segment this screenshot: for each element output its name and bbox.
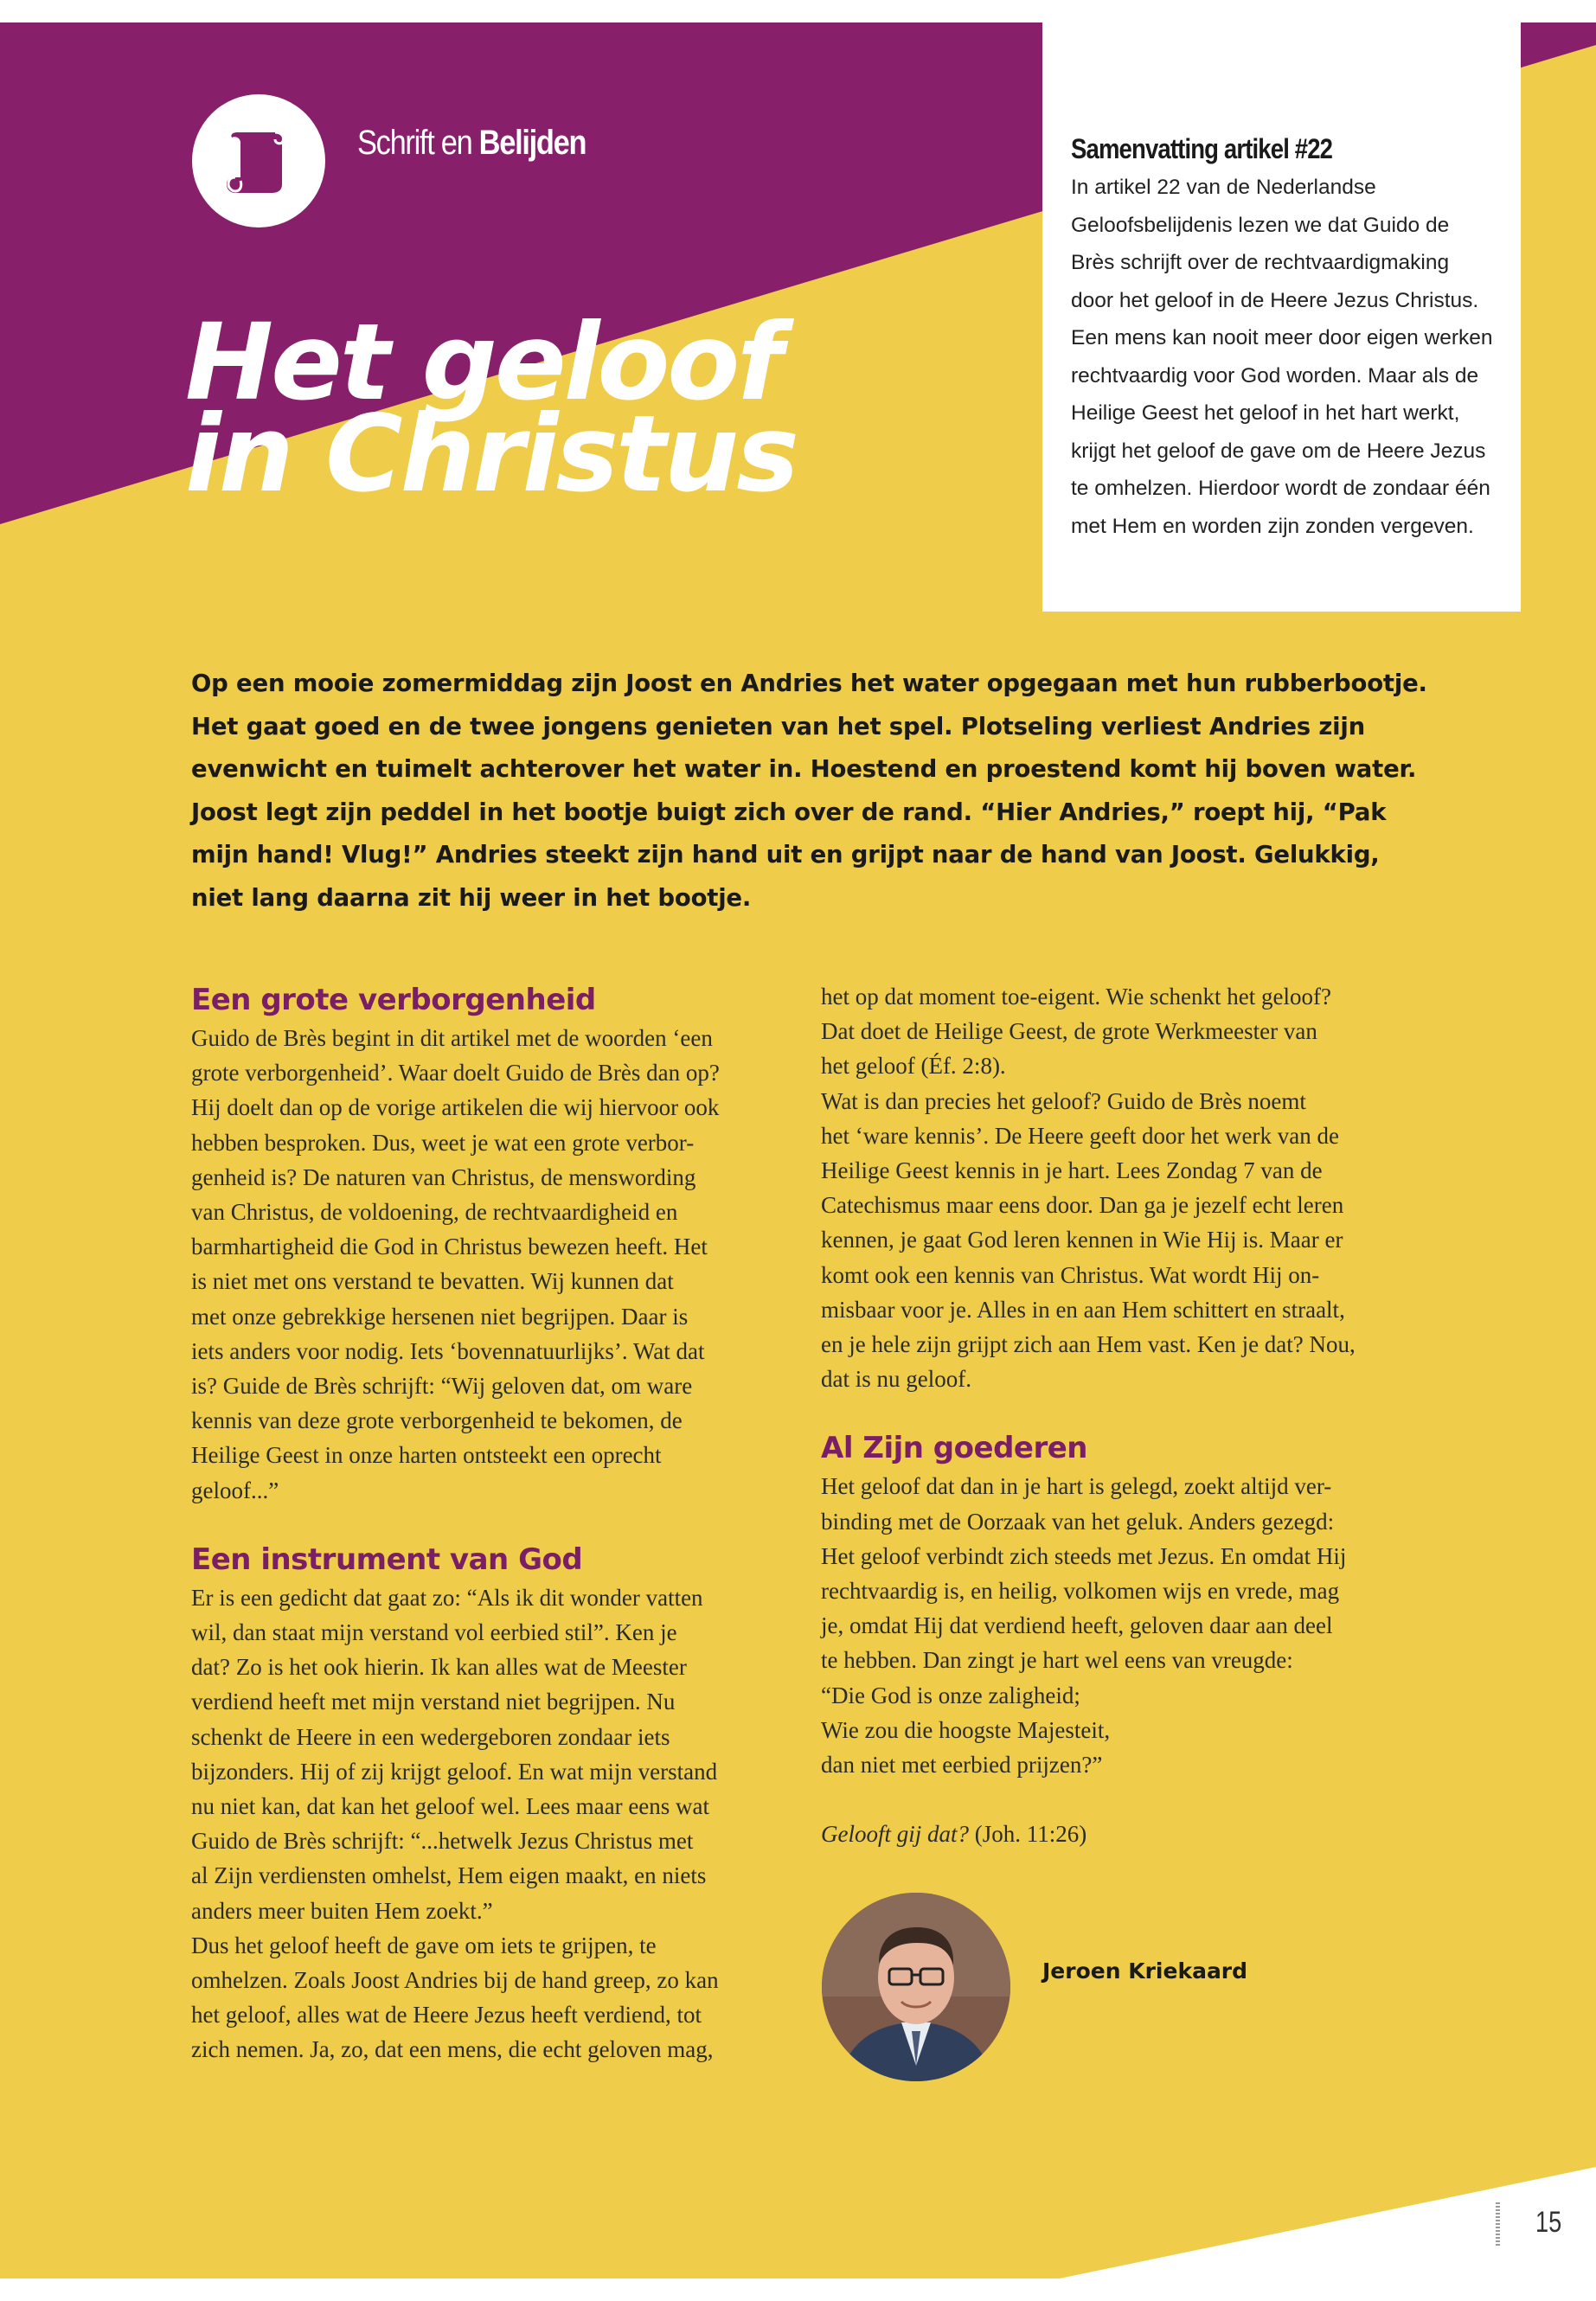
intro-paragraph: Op een mooie zomermiddag zijn Joost en Andries het water opgegaan met hun rubberbootje. Het gaat goed en de twee jongens genieten van het spel. Plotseling verliest Andries zijn evenwicht en tuimelt achterover het water in. Hoestend en proestend komt hij boven water. Joost legt zijn peddel in het bootje buigt zich over de rand. “Hier Andries,” roept hij, “Pak mijn hand! Vlug!” Andries steekt zijn hand uit en grijpt naar de hand van Joost. Gelukkig, niet lang daarna zit hij weer in het bootje. — [191, 670, 1427, 912]
author-name: Jeroen Kriekaard — [1042, 1958, 1248, 1984]
heading-verborgenheid: Een grote verborgenheid — [191, 983, 596, 1017]
author-photo — [822, 1893, 1010, 2081]
title-line-2: in Christus — [185, 393, 797, 516]
article-title — [185, 301, 797, 516]
paragraph-goederen: Het geloof dat dan in je hart is gelegd, zoekt altijd ver- binding met de Oorzaak van het geluk. Anders gezegd: Het geloof verbindt zich steeds met Jezus. En omdat Hij rechtvaardig is, en heilig, volkomen wijs en vrede, mag je, omdat Hij dat verdiend heeft, geloven daar aan deel te hebben. Dan zingt je hart wel eens van vreugde: “Die God is onze zaligheid; Wie zou die hoogste Majesteit, dan niet met eerbied prijzen?” — [821, 1473, 1347, 1779]
summary-title: Samenvatting artikel #22 — [1071, 133, 1333, 164]
heading-instrument: Een instrument van God — [191, 1541, 583, 1577]
section-label — [357, 124, 586, 163]
section-logo — [192, 94, 325, 228]
page-number: 15 — [1535, 2206, 1562, 2239]
heading-goederen: Al Zijn goederen — [821, 1431, 1087, 1466]
left-column — [191, 979, 788, 2067]
closing-quote — [821, 1817, 1418, 1851]
paragraph-continued: het op dat moment toe-eigent. Wie schenkt het geloof? Dat doet de Heilige Geest, de grote Werkmeester van het geloof (Éf. 2:8). Wat is dan precies het geloof? Guido de Brès noemt het ‘ware kennis’. De Heere geeft door het werk van de Heilige Geest kennis in je hart. Lees Zondag 7 van de Catechismus maar eens door. Dan ga je jezelf echt leren kennen, je gaat God leren kennen in Wie Hij is. Maar er komt ook een kennis van Christus. Wat wordt Hij on- misbaar voor je. Alles in en aan Hem schittert en straalt, en je hele zijn grijpt zich aan Hem vast. Ken je dat? Nou, dat is nu geloof. — [821, 984, 1356, 1393]
author-portrait-image — [822, 1893, 1010, 2081]
paragraph-instrument: Er is een gedicht dat gaat zo: “Als ik dit wonder vatten wil, dan staat mijn verstand vol eerbied stil”. Ken je dat? Zo is het ook hierin. Ik kan alles wat de Meester verdiend heeft met mijn verstand niet begrijpen. Nu schenkt de Heere in een wedergeboren zondaar iets bijzonders. Hij of zij krijgt geloof. En wat mijn verstand nu niet kan, dat kan het geloof wel. Lees maar eens wat Guido de Brès schrijft: “...hetwelk Jezus Christus met al Zijn verdiensten omhelst, Hem eigen maakt, en niets anders meer buiten Hem zoekt.” Dus het geloof heeft de gave om iets te grijpen, te omhelzen. Zoals Joost Andries bij de hand greep, zo kan het geloof, alles wat de Heere Jezus heeft verdiend, tot zich nemen. Ja, zo, dat een mens, die echt geloven mag, — [191, 1584, 719, 2063]
title-line-1: Het geloof — [185, 301, 781, 424]
closing-quote-text: Gelooft gij dat? — [821, 1821, 969, 1848]
scroll-icon — [192, 94, 325, 228]
right-column — [821, 979, 1418, 1851]
section-label-bold: Belijden — [478, 124, 586, 162]
page-number-rule — [1496, 2202, 1500, 2246]
section-label-light: Schrift en — [357, 124, 479, 162]
summary-box — [1042, 22, 1521, 612]
paragraph-verborgenheid: Guido de Brès begint in dit artikel met de woorden ‘een grote verborgenheid’. Waar doelt Guido de Brès dan op? Hij doelt dan op de vorige artikelen die wij hiervoor ook hebben besproken. Dus, weet je wat een grote verbor- genheid is? De naturen van Christus, de menswording van Christus, de voldoening, de rechtvaardigheid en barmhartigheid die God in Christus bewezen heeft. Het is niet met ons verstand te bevatten. Wij kunnen dat met onze gebrekkige hersenen niet begrijpen. Daar is iets anders voor nodig. Iets ‘bovennatuurlijks’. Wat dat is? Guide de Brès schrijft: “Wij geloven dat, om ware kennis van deze grote verborgenheid te bekomen, de Heilige Geest in onze harten ontsteekt een oprecht geloof...” — [191, 1025, 720, 1503]
summary-body: In artikel 22 van de Nederlandse Geloofsbelijdenis lezen we dat Guido de Brès schrijft over de rechtvaardigmaking door het geloof in de Heere Jezus Christus. Een mens kan nooit meer door eigen werken rechtvaardig voor God worden. Maar als de Heilige Geest het geloof in het hart werkt, krijgt het geloof de gave om de Heere Jezus te omhelzen. Hierdoor wordt de zondaar één met Hem en worden zijn zonden vergeven. — [1071, 176, 1493, 538]
closing-quote-ref: (Joh. 11:26) — [969, 1821, 1087, 1848]
